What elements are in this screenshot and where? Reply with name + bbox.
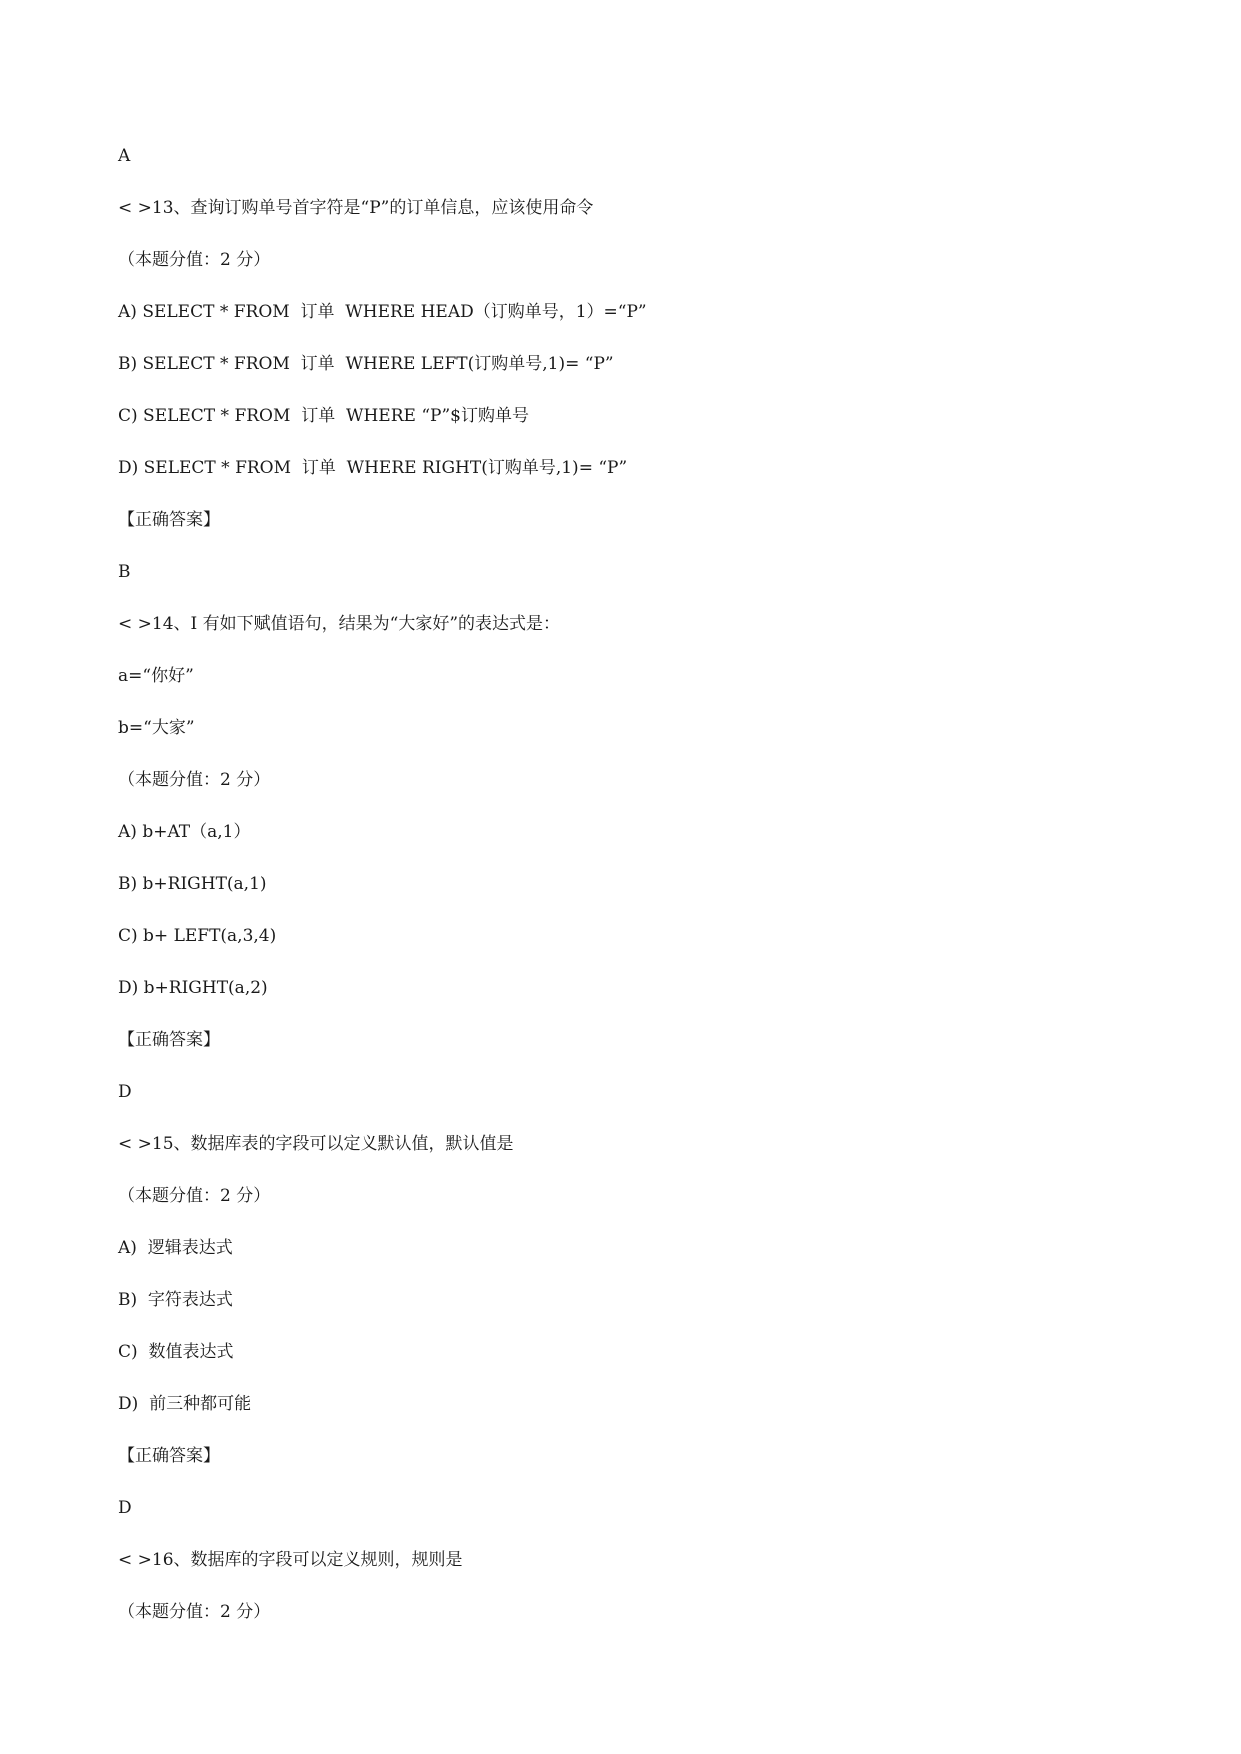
option-d: D) b+RIGHT(a,2) <box>118 978 268 998</box>
question-13: < >13、查询订购单号首字符是“P”的订单信息，应该使用命令 <box>118 198 594 218</box>
score-note: （本题分值：2 分） <box>118 770 271 790</box>
correct-answer-label: 【正确答案】 <box>118 1446 220 1466</box>
option-d: D) 前三种都可能 <box>118 1394 252 1414</box>
assignment-a: a=“你好” <box>118 666 194 686</box>
answer-line: D <box>118 1498 132 1518</box>
correct-answer-label: 【正确答案】 <box>118 510 220 530</box>
assignment-b: b=“大家” <box>118 718 195 738</box>
option-c: C) b+ LEFT(a,3,4) <box>118 926 277 946</box>
score-note: （本题分值：2 分） <box>118 250 271 270</box>
document-page <box>118 130 1118 1638</box>
option-a: A) b+AT（a,1） <box>118 822 251 842</box>
answer-line: D <box>118 1082 132 1102</box>
question-14: < >14、I 有如下赋值语句，结果为“大家好”的表达式是： <box>118 614 561 634</box>
answer-line: A <box>118 146 131 166</box>
option-a: A) 逻辑表达式 <box>118 1238 233 1258</box>
option-d: D) SELECT * FROM 订单 WHERE RIGHT(订购单号,1)= “P” <box>118 458 628 478</box>
option-b: B) b+RIGHT(a,1) <box>118 874 267 894</box>
score-note: （本题分值：2 分） <box>118 1602 271 1622</box>
option-b: B) 字符表达式 <box>118 1290 233 1310</box>
question-16: < >16、数据库的字段可以定义规则，规则是 <box>118 1550 463 1570</box>
option-c: C) SELECT * FROM 订单 WHERE “P”$订购单号 <box>118 406 529 426</box>
option-c: C) 数值表达式 <box>118 1342 234 1362</box>
correct-answer-label: 【正确答案】 <box>118 1030 220 1050</box>
option-a: A) SELECT * FROM 订单 WHERE HEAD（订购单号，1）=“P” <box>118 302 647 322</box>
score-note: （本题分值：2 分） <box>118 1186 271 1206</box>
answer-line: B <box>118 562 131 582</box>
question-15: < >15、数据库表的字段可以定义默认值，默认值是 <box>118 1134 514 1154</box>
option-b: B) SELECT * FROM 订单 WHERE LEFT(订购单号,1)= “P” <box>118 354 614 374</box>
